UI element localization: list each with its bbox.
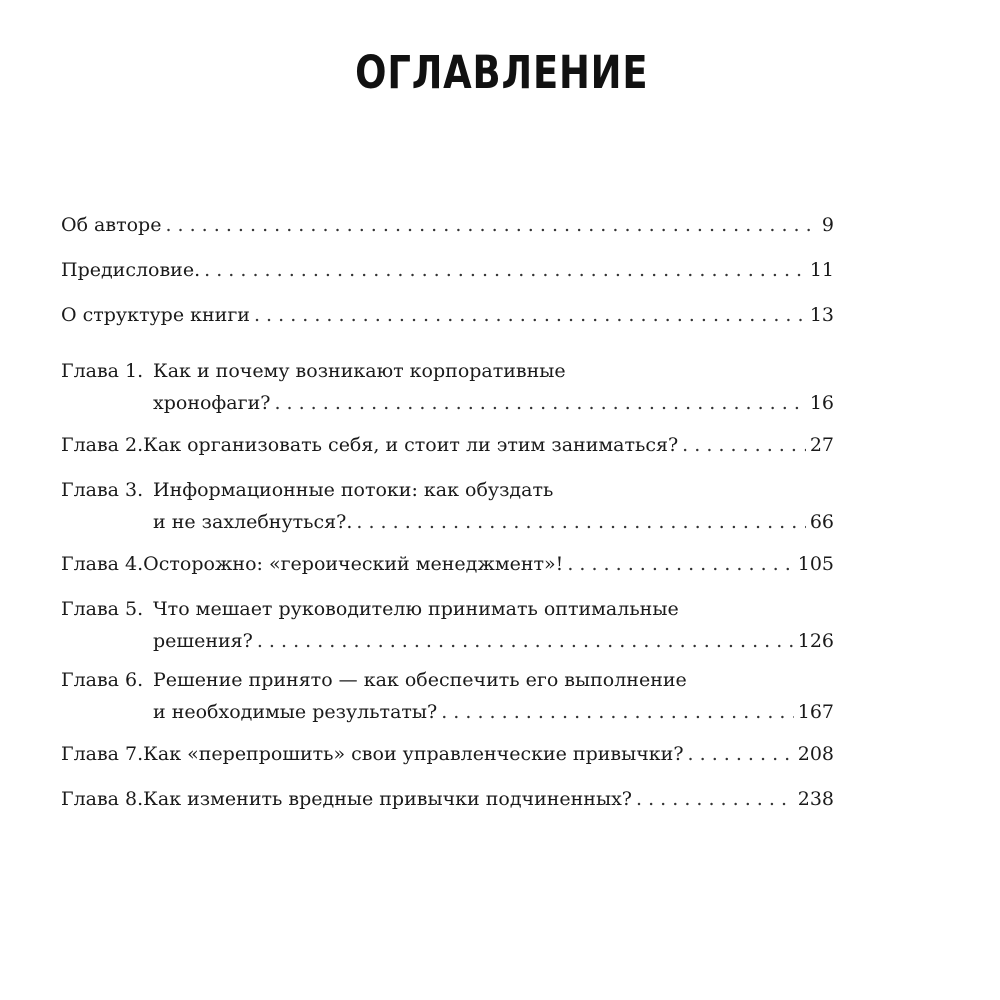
toc-entry-preface[interactable] (61, 254, 834, 286)
chapter-label: Глава 7. (61, 743, 144, 765)
dot-leader (204, 254, 806, 286)
toc-entry-chapter-7[interactable] (61, 738, 834, 770)
toc-page-number: 16 (809, 392, 834, 414)
toc-entry-title: Как «перепрошить» свои управленческие привычки? (143, 743, 684, 765)
dot-leader (682, 429, 806, 461)
toc-entry-title: О структуре книги (61, 304, 250, 326)
chapter-label: Глава 1. (61, 360, 144, 382)
dot-leader (165, 209, 817, 241)
dot-leader (567, 548, 793, 580)
toc-page-number: 27 (809, 434, 834, 456)
chapter-label: Глава 8. (61, 788, 144, 810)
toc-entry-title-continuation: хронофаги? (153, 392, 271, 414)
toc-entry-book-structure[interactable] (61, 299, 834, 331)
toc-page-number: 11 (809, 259, 834, 281)
page-title: ОГЛАВЛЕНИЕ (355, 46, 649, 99)
toc-entry-title: Предисловие. (61, 259, 201, 281)
chapter-label: Глава 2. (61, 434, 144, 456)
toc-entry-title: Как организовать себя, и стоит ли этим заниматься? (143, 434, 679, 456)
toc-page-number: 238 (797, 788, 834, 810)
toc-entry-title-continuation: и необходимые результаты? (153, 701, 438, 723)
toc-entry-title: Информационные потоки: как обуздать (153, 479, 554, 501)
dot-leader (274, 387, 805, 419)
toc-entry-title: Об авторе (61, 214, 162, 236)
toc-page-number: 105 (797, 553, 834, 575)
toc-page-number: 208 (797, 743, 834, 765)
toc-entry-chapter-8[interactable] (61, 783, 834, 815)
toc-entry-title: Как и почему возникают корпоративные (153, 360, 566, 382)
chapter-label: Глава 5. (61, 598, 144, 620)
toc-entry-title-continuation: и не захлебнуться?. (153, 511, 353, 533)
toc-entry-title-continuation: решения? (153, 630, 253, 652)
toc-entry-chapter-4[interactable] (61, 548, 834, 580)
toc-entry-chapter-6[interactable] (61, 664, 834, 728)
toc-entry-chapter-3[interactable] (61, 474, 834, 538)
dot-leader (356, 506, 805, 538)
toc-entry-about-author[interactable] (61, 209, 834, 241)
toc-entry-title: Решение принято — как обеспечить его выполнение (153, 669, 687, 691)
dot-leader (636, 783, 794, 815)
toc-page-number: 126 (797, 630, 834, 652)
toc-page-number: 66 (809, 511, 834, 533)
dot-leader (254, 299, 806, 331)
chapter-label: Глава 4. (61, 553, 144, 575)
toc-entry-title: Как изменить вредные привычки подчиненных? (143, 788, 632, 810)
toc-entry-chapter-1[interactable] (61, 355, 834, 419)
dot-leader (257, 625, 794, 657)
toc-entry-chapter-2[interactable] (61, 429, 834, 461)
chapter-label: Глава 6. (61, 669, 144, 691)
toc-page-number: 13 (809, 304, 834, 326)
chapter-label: Глава 3. (61, 479, 144, 501)
toc-entry-chapter-5[interactable] (61, 593, 834, 657)
dot-leader (688, 738, 794, 770)
toc-page-number: 9 (821, 214, 834, 236)
toc-entry-title: Что мешает руководителю принимать оптимальные (153, 598, 679, 620)
toc-page-number: 167 (797, 701, 834, 723)
dot-leader (441, 696, 794, 728)
toc-entry-title: Осторожно: «героический менеджмент»! (143, 553, 564, 575)
